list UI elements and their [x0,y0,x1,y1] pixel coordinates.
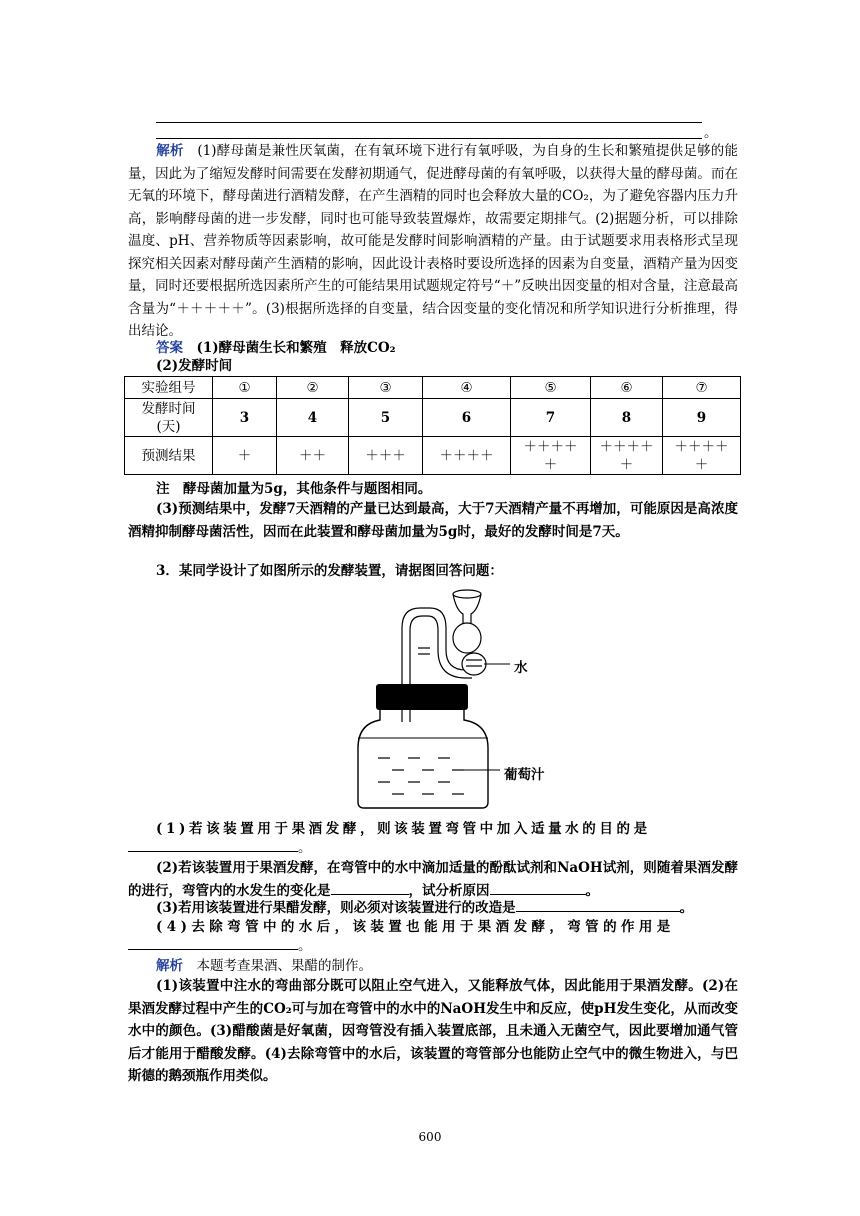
header-text: 发酵时间 [141,400,196,417]
question-3-text: 3．某同学设计了如图所示的发酵装置，请据图回答问题： [156,563,503,579]
result-cell: ＋＋＋＋ [423,437,511,475]
note-text: 注 酵母菌加量为5g，其他条件与题图相同。 [156,481,432,497]
result-cell: ＋＋ [277,437,349,475]
table-header-cell: 实验组号 [125,377,213,399]
sub-question-3-text: (3)若用该装置进行果醋发酵，则必须对该装置进行的改造是 [156,900,516,916]
result-cell: ＋＋＋＋ ＋ [591,437,663,475]
day-cell: 9 [663,399,741,437]
group-cell: ⑦ [663,377,741,399]
group-cell: ③ [349,377,423,399]
day-cell: 4 [277,399,349,437]
day-cell: 3 [213,399,277,437]
sub-question-2-text: (2)若该装置用于果酒发酵，在弯管中的水中滴加适量的酚酞试剂和NaOH试剂，则随着果酒发酵的进行，弯管内的水发生的变化是 [128,860,738,899]
analysis-2-text: (1)该装置中注水的弯曲部分既可以阻止空气进入，又能释放气体，因此能用于果酒发酵。(2)在果酒发酵过程中产生的CO₂可与加在弯管中的水中的NaOH发生中和反应，使pH发生变化，从而改变水中的颜色。(3)醋酸菌是好氧菌，因弯管没有插入装置底部，且未通入无菌空气，因此要增加通气管后才能用于醋酸发酵。(4)去除弯管中的水后，该装置的弯管部分也能防止空气中的微生物进入，与巴斯德的鹅颈瓶作用类似。 [128,978,738,1084]
sub-question-4-text: (4)去除弯管中的水后，该装置也能用于果酒发酵，弯管的作用是 [156,919,675,935]
analysis-1 [128,140,738,343]
sub-question-1-text: (1)若该装置用于果酒发酵，则该装置弯管中加入适量水的目的是 [156,821,651,837]
prediction-table [124,376,741,475]
day-cell: 7 [511,399,591,437]
answer-1-text: (1)酵母菌生长和繁殖 释放CO₂ [196,340,396,356]
analysis-2 [128,975,738,1088]
result-cell: ＋＋＋ [349,437,423,475]
header-text: (天) [156,418,181,435]
page-number: 600 [418,1130,442,1144]
group-cell: ① [213,377,277,399]
answer-blank-line [156,122,702,123]
group-cell: ④ [423,377,511,399]
analysis-2-intro-text: 本题考查果酒、果醋的制作。 [196,958,372,974]
table-header-cell: 预测结果 [125,437,213,475]
result-cell: ＋＋＋＋ ＋ [663,437,741,475]
day-cell: 5 [349,399,423,437]
day-cell: 6 [423,399,511,437]
result-cell: ＋＋＋＋ ＋ [511,437,591,475]
answer-blank[interactable] [128,935,298,950]
conclusion-text: (3)预测结果中，发酵7天酒精的产量已达到最高，大于7天酒精产量不再增加，可能原因是高浓度酒精抑制酵母菌活性，因而在此装置和酵母菌加量为5g时，最好的发酵时间是7天。 [128,501,738,540]
conclusion [128,498,738,543]
answer-1-line2-text: (2)发酵时间 [156,358,233,374]
group-cell: ⑤ [511,377,591,399]
answer-blank[interactable] [516,897,680,912]
sub-question-2: (2)若该装置用于果酒发酵，在弯管中的水中滴加适量的酚酞试剂和NaOH试剂，则随着果酒发酵的进行，弯管内的水发生的变化是 ，试分析原因 。 [128,860,738,899]
analysis-label: 解析 [156,143,184,159]
analysis-1-text: (1)酵母菌是兼性厌氧菌，在有氧环境下进行有氧呼吸，为自身的生长和繁殖提供足够的能量，因此为了缩短发酵时间需要在发酵初期通气，促进酵母菌的有氧呼吸，以获得大量的酵母菌。而在无氧的环境下，酵母菌进行酒精发酵，在产生酒精的同时也会释放大量的CO₂，为了避免容器内压力升高，影响酵母菌的进一步发酵，同时也可能导致装置爆炸，故需要定期排气。(2)据题分析，可以排除温度、pH、营养物质等因素影响，故可能是发酵时间影响酒精的产量。由于试题要求用表格形式呈现探究相关因素对酵母菌产生酒精的影响，因此设计表格时要设所选择的因素为自变量，酒精产量为因变量，同时还要根据所选因素所产生的可能结果用试题规定符号“＋”反映出因变量的相对含量，注意最高含量为“＋＋＋＋＋”。(3)根据所选择的自变量，结合因变量的变化情况和所学知识进行分析推理，得出结论。 [128,143,739,339]
sub-question-4-blank: 。 [128,935,738,958]
answer-blank-line [156,138,702,139]
table-row [125,399,741,437]
result-cell: ＋ [213,437,277,475]
group-cell: ② [277,377,349,399]
answer-label: 答案 [156,340,183,356]
answer-blank[interactable] [490,880,586,895]
sub-question-2-text-b: ，试分析原因 [408,882,490,899]
day-cell: 8 [591,399,663,437]
answer-1-line2 [128,355,738,378]
answer-blank[interactable] [128,837,298,852]
answer-blank[interactable] [331,880,409,895]
group-cell: ⑥ [591,377,663,399]
label-water: 水 [514,660,528,676]
table-row [125,377,741,399]
table-header-cell [125,399,213,437]
question-3-stem [128,560,738,583]
sub-question-3: (3)若用该装置进行果醋发酵，则必须对该装置进行的改造是 。 [128,897,738,920]
table-row [125,437,741,475]
label-grape-juice: 葡萄汁 [504,767,545,783]
sub-question-1-blank: 。 [128,837,738,860]
analysis-label: 解析 [156,958,183,974]
blank-period: 。 [704,125,718,141]
